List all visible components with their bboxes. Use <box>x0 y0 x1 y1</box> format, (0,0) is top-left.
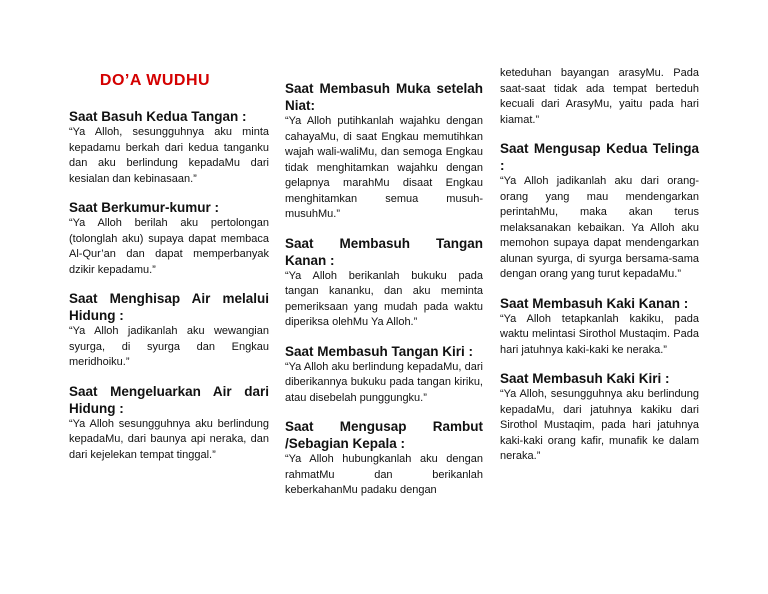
section-basuh-kedua-tangan <box>69 108 269 187</box>
section-membasuh-muka <box>285 80 483 223</box>
section-tangan-kiri <box>285 343 483 407</box>
section-heading: Saat Membasuh Tangan Kiri : <box>285 343 474 359</box>
section-kaki-kanan <box>500 295 699 359</box>
section-mengeluarkan-air <box>69 383 269 464</box>
section-prayer-text: “Ya Alloh tetapkanlah kakiku, pada waktu melintasi Sirothol Mustaqim. Pada hari jatuhnya kaki-kaki ke neraka.” <box>500 312 699 356</box>
section-heading: Saat Basuh Kedua Tangan : <box>69 109 247 124</box>
section-heading: Saat Membasuh Kaki Kiri : <box>500 371 670 386</box>
section-heading: Saat Mengusap Kedua Telinga : <box>500 141 699 173</box>
section-kedua-telinga <box>500 140 699 283</box>
section-menghisap-air <box>69 290 269 371</box>
column-1 <box>69 66 269 475</box>
section-heading: Saat Menghisap Air melalui Hidung : <box>69 291 269 323</box>
section-prayer-text: “Ya Alloh jadikanlah aku wewangian syurga, di syurga dan Engkau meridhoiku.” <box>69 325 269 368</box>
section-prayer-text: “Ya Alloh jadikanlah aku dari orang-orang yang mau mendengarkan perintahMu, maka akan terus melaksanakan kebaikan. Ya Alloh aku memohon supaya dapat mendengarkan alunan syurga, di syurga bersama-sama dengan orang yang turut kepadaMu.” <box>500 175 699 280</box>
section-tangan-kanan <box>285 235 483 331</box>
continued-prayer-text: keteduhan bayangan arasyMu. Pada saat-saat tidak ada tempat berteduh kecuali dari ArasyMu, yaitu pada hari kiamat.” <box>500 67 699 126</box>
section-prayer-text: “Ya Alloh, sesungguhnya aku berlindung kepadaMu, dari jatuhnya kakiku dari Sirothol Mustaqim, pada hari jatuhnya kaki-kaki orang kafir, munafik ke dalam neraka.” <box>500 388 699 462</box>
section-mengusap-rambut <box>285 418 483 499</box>
section-prayer-text: “Ya Alloh berikanlah bukuku pada tangan kananku, dan aku meminta pemeriksaan yang mudah pada waktu diperiksa olehMu Ya Alloh.” <box>285 269 483 328</box>
section-kaki-kiri <box>500 370 699 465</box>
section-prayer-text: “Ya Alloh sesungguhnya aku berlindung kepadaMu, dari baunya api neraka, dan dari kejelekan tempat tinggal.” <box>69 417 269 461</box>
section-prayer-text: “Ya Alloh, sesungguhnya aku minta kepadamu berkah dari kedua tanganku dan aku berlindung kepadaMu dari kesialan dan kebinasaan.” <box>69 126 269 185</box>
section-heading: Saat Mengeluarkan Air dari Hidung : <box>69 383 269 416</box>
section-heading: Saat Mengusap Rambut /Sebagian Kepala : <box>285 419 483 451</box>
section-heading: Saat Berkumur-kumur : <box>69 200 220 215</box>
section-heading: Saat Membasuh Kaki Kanan : <box>500 295 689 311</box>
section-prayer-text: “Ya Alloh putihkanlah wajahku dengan cahayaMu, di saat Engkau memutihkan wajah wali-waliMu, dan semoga Engkau tidak menghitamkan wajahku dengan gelapnya marahMu disaat Engkau menghitamkan semua musuh-musuhMu.” <box>285 115 483 220</box>
section-prayer-text: “Ya Alloh hubungkanlah aku dengan rahmatMu dan berikanlah keberkahanMu padaku dengan <box>285 453 483 496</box>
column-3 <box>500 66 699 477</box>
section-heading: Saat Membasuh Muka setelah Niat: <box>285 81 483 113</box>
section-prayer-text: “Ya Alloh aku berlindung kepadaMu, dari diberikannya bukuku pada tangan kiriku, atau disebelah punggungku.” <box>285 360 483 404</box>
column-2 <box>285 80 483 511</box>
page-title: DO’A WUDHU <box>99 72 211 89</box>
section-berkumur <box>69 199 269 278</box>
section-heading: Saat Membasuh Tangan Kanan : <box>285 235 483 268</box>
section-prayer-text: “Ya Alloh berilah aku pertolongan (tolonglah aku) supaya dapat membaca Al-Qur’an dan dapat memperbanyak dzikir kepadamu.” <box>69 217 269 276</box>
